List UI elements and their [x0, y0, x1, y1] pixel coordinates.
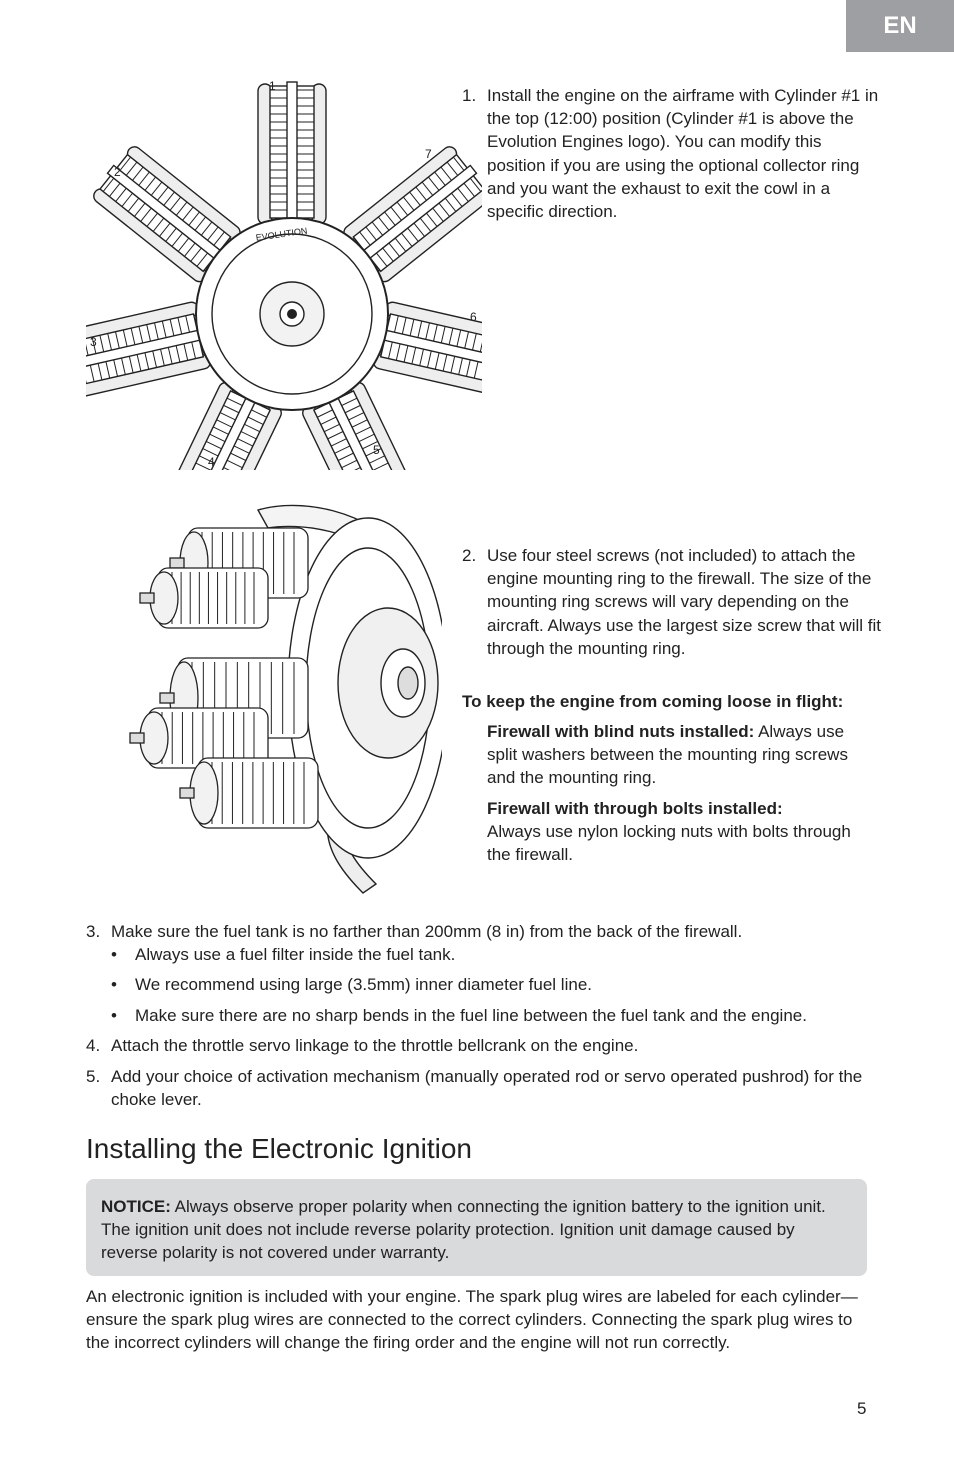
blind-nuts-instruction	[487, 720, 867, 790]
through-bolts-label: Firewall with through bolts installed:	[487, 799, 783, 818]
notice-text: Always observe proper polarity when connecting the ignition battery to the ignition unit. The ignition unit does not include reverse polarity protection. Ignition unit damage caused by reverse polarity is not covered under warranty.	[101, 1197, 826, 1263]
page-number: 5	[857, 1399, 867, 1418]
step-1	[462, 84, 882, 223]
step-text: Install the engine on the airframe with Cylinder #1 in the top (12:00) position (Cylinder #1 is above the Evolution Engines logo). You can modify this position if you are using the optional collector ring and you want the exhaust to exit the cowl in a specific direction.	[487, 86, 879, 222]
bullet-icon: •	[111, 1006, 117, 1025]
cylinder	[86, 301, 212, 399]
through-bolts-instruction	[487, 797, 867, 867]
bullet-text: Always use a fuel filter inside the fuel tank.	[135, 945, 456, 964]
radial-engine-front-illustration	[86, 78, 482, 470]
step-number: 4.	[86, 1036, 101, 1055]
ignition-paragraph: An electronic ignition is included with your engine. The spark plug wires are labeled for each cylinder—ensure the spark plug wires are connected to the correct cylinders. Connecting the spark plug wires to the incorrect cylinders will change the firing order and the engine will not run correctly.	[86, 1287, 858, 1353]
bullet-icon: •	[111, 945, 117, 964]
step-number: 2.	[462, 546, 477, 565]
cylinder-label-2: 2	[114, 165, 121, 179]
step-3	[86, 920, 876, 943]
notice-label: NOTICE:	[101, 1197, 171, 1216]
radial-engine-side-illustration	[118, 488, 442, 898]
step-text: Use four steel screws (not included) to attach the engine mounting ring to the firewall. The size of the mounting ring screws will vary depending on the aircraft. Always use the largest size screw that will fit through the mounting ring.	[487, 546, 881, 658]
blind-nuts-label: Firewall with blind nuts installed:	[487, 722, 755, 741]
bullet-item	[111, 973, 871, 996]
cylinder	[258, 82, 326, 224]
side-cylinder-group	[130, 528, 318, 828]
bullet-item	[111, 943, 871, 966]
cylinder-label-6: 6	[470, 310, 477, 324]
step-number: 1.	[462, 86, 477, 105]
step-text: Add your choice of activation mechanism (manually operated rod or servo operated pushrod) for the choke lever.	[111, 1067, 863, 1110]
bullet-icon: •	[111, 975, 117, 994]
bullet-text: Make sure there are no sharp bends in the fuel line between the fuel tank and the engine.	[135, 1006, 807, 1025]
step-4	[86, 1034, 876, 1057]
language-tab: EN	[846, 0, 954, 52]
section-heading: Installing the Electronic Ignition	[86, 1133, 472, 1164]
side-cylinder	[140, 568, 268, 628]
blind-nuts-text: Always use split washers between the mounting ring screws and the mounting ring.	[487, 722, 848, 788]
side-cylinder	[180, 758, 318, 828]
evolution-logo: EVOLUTION	[255, 225, 308, 243]
cylinder-label-5: 5	[373, 443, 380, 457]
bullet-item	[111, 1004, 871, 1027]
bullet-text: We recommend using large (3.5mm) inner diameter fuel line.	[135, 975, 592, 994]
keep-engine-heading: To keep the engine from coming loose in flight:	[462, 692, 844, 711]
notice-box	[86, 1179, 867, 1276]
step-number: 3.	[86, 922, 101, 941]
step-text: Attach the throttle servo linkage to the throttle bellcrank on the engine.	[111, 1036, 639, 1055]
step-text: Make sure the fuel tank is no farther than 200mm (8 in) from the back of the firewall.	[111, 922, 743, 941]
cylinder-label-1: 1	[269, 79, 276, 93]
cylinder-label-4: 4	[208, 455, 215, 469]
cylinder-label-3: 3	[90, 335, 97, 349]
through-bolts-text: Always use nylon locking nuts with bolts through the firewall.	[487, 822, 851, 865]
step-2	[462, 544, 882, 660]
cylinder-label-7: 7	[425, 147, 432, 161]
step-5	[86, 1065, 876, 1111]
step-number: 5.	[86, 1067, 101, 1086]
